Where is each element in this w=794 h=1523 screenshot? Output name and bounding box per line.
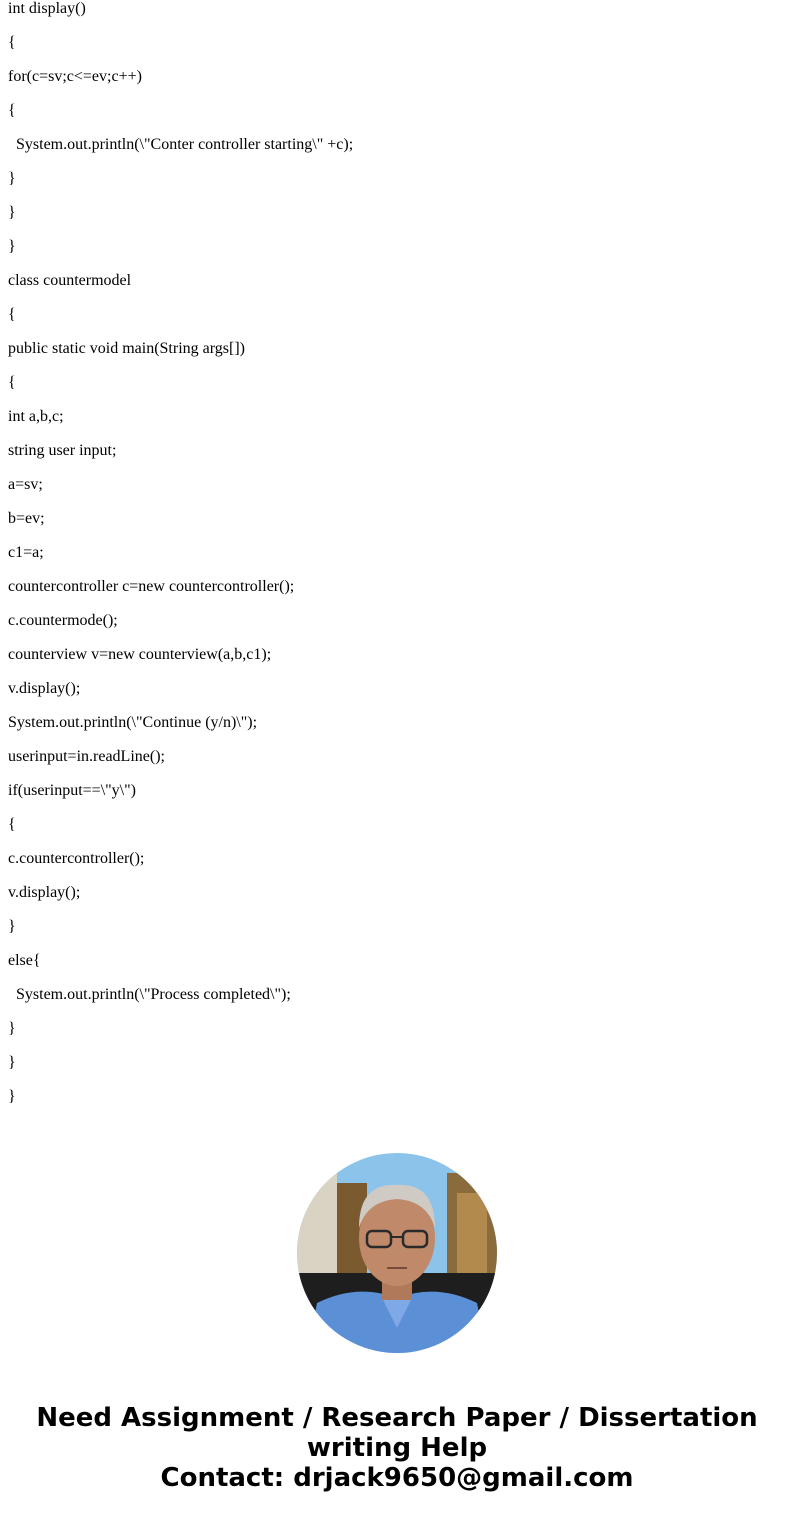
code-line: } [8,1054,16,1071]
code-line: c1=a; [8,544,44,561]
code-line: } [8,1020,16,1037]
code-line: else{ [8,952,41,969]
code-line: class countermodel [8,272,132,289]
contact-banner [0,1403,794,1493]
code-line: int display() [8,0,86,17]
code-line: for(c=sv;c<=ev;c++) [8,68,142,85]
banner-line-3: Contact: drjack9650@gmail.com [160,1463,634,1493]
code-line: b=ev; [8,510,45,527]
code-line: { [8,816,16,833]
banner-line-2: writing Help [306,1433,488,1463]
code-line: System.out.println(\"Continue (y/n)\"); [8,714,258,731]
code-line: { [8,34,16,51]
code-line: c.countercontroller(); [8,850,145,867]
code-line: System.out.println(\"Conter controller starting\" +c); [8,136,354,153]
code-line: c.countermode(); [8,612,118,629]
banner-line-1: Need Assignment / Research Paper / Dissertation [36,1403,758,1433]
code-listing [8,0,788,1122]
code-line: } [8,918,16,935]
code-line: v.display(); [8,884,81,901]
code-line: } [8,238,16,255]
code-line: } [8,1088,16,1105]
code-line: { [8,102,16,119]
avatar-photo [297,1153,497,1353]
code-line: userinput=in.readLine(); [8,748,165,765]
code-line: a=sv; [8,476,43,493]
code-line: counterview v=new counterview(a,b,c1); [8,646,272,663]
code-line: v.display(); [8,680,81,697]
code-line: { [8,374,16,391]
code-line: if(userinput==\"y\") [8,782,136,799]
code-line: System.out.println(\"Process completed\"); [8,986,291,1003]
code-line: countercontroller c=new countercontroller(); [8,578,295,595]
code-line: int a,b,c; [8,408,64,425]
code-line: string user input; [8,442,117,459]
code-line: } [8,204,16,221]
code-line: { [8,306,16,323]
author-avatar [297,1153,497,1353]
code-line: public static void main(String args[]) [8,340,245,357]
code-line: } [8,170,16,187]
